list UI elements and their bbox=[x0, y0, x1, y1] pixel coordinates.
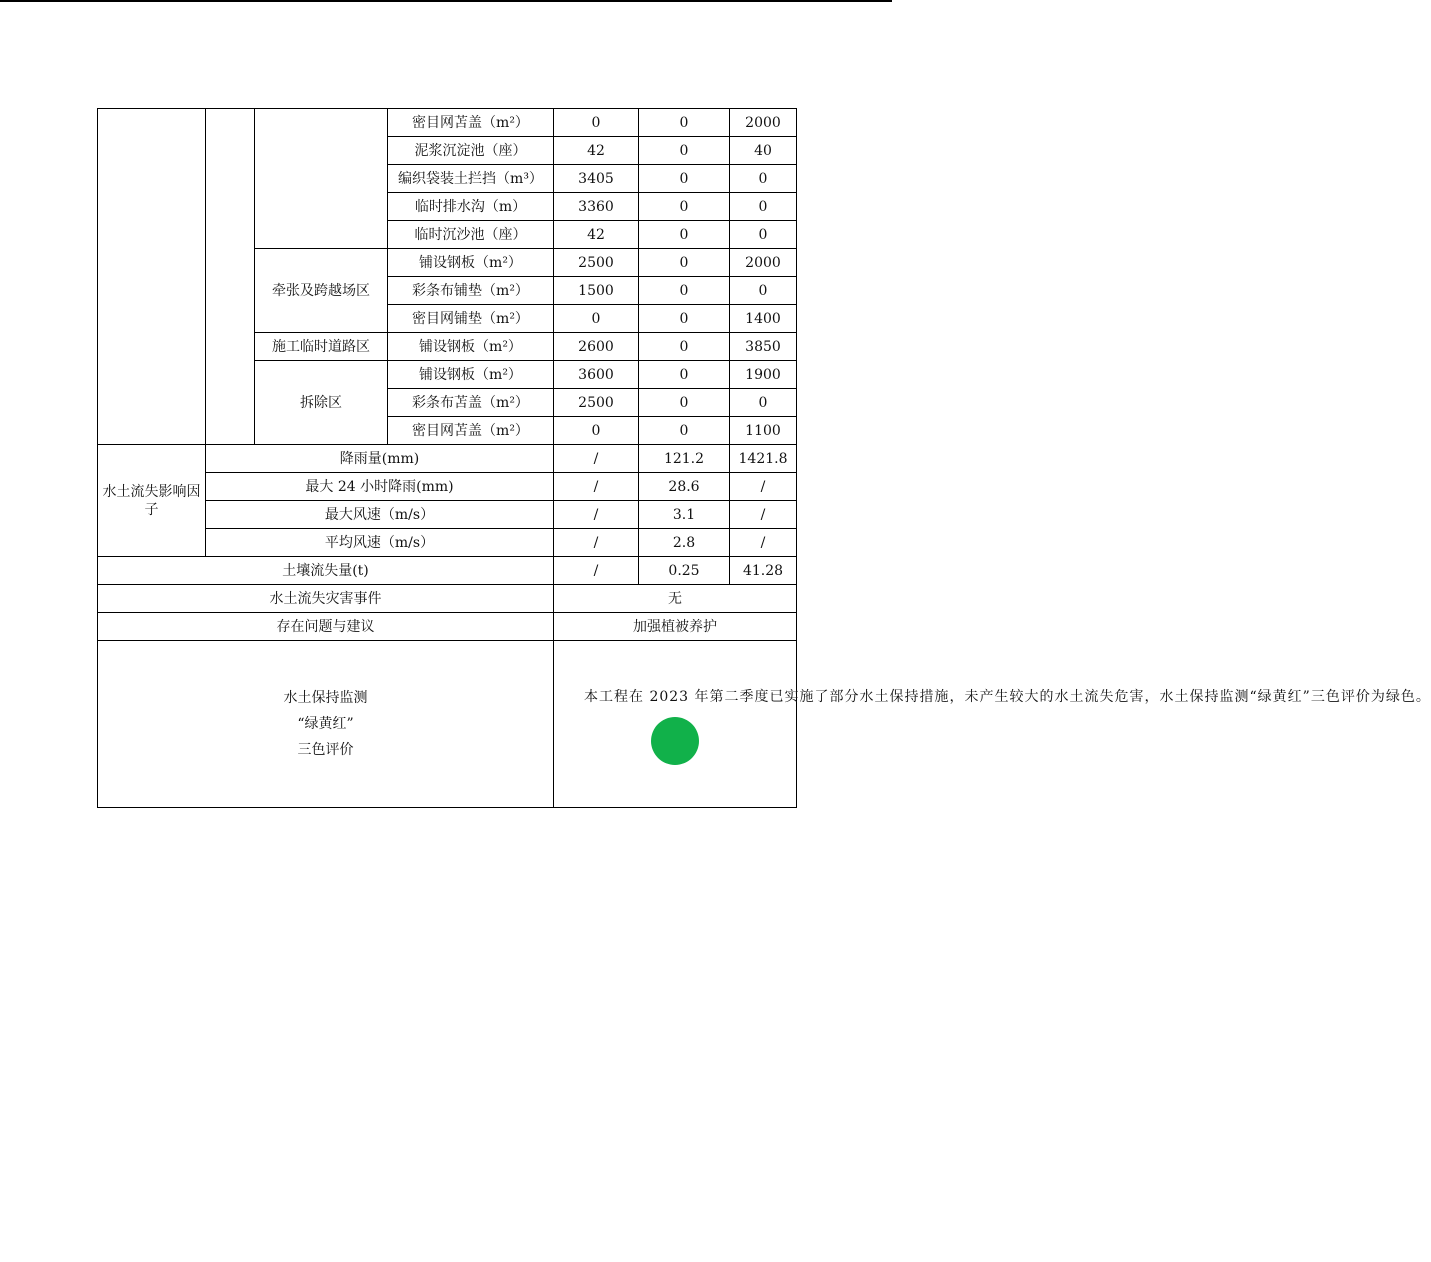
measure-value: 0 bbox=[639, 109, 730, 137]
soil-loss-value: 41.28 bbox=[730, 557, 797, 585]
measure-name: 泥浆沉淀池（座） bbox=[388, 137, 554, 165]
evaluation-label-line: 水土保持监测 bbox=[283, 690, 368, 706]
factor-value: / bbox=[554, 445, 639, 473]
measure-value: 1500 bbox=[554, 277, 639, 305]
measure-value: 3405 bbox=[554, 165, 639, 193]
blank-subcategory-cell bbox=[206, 109, 255, 445]
measure-name: 密目网苫盖（m²） bbox=[388, 109, 554, 137]
measure-value: 2500 bbox=[554, 249, 639, 277]
measure-value: 0 bbox=[639, 249, 730, 277]
measure-value: 3360 bbox=[554, 193, 639, 221]
measure-value: 2000 bbox=[730, 249, 797, 277]
factor-name: 降雨量(mm) bbox=[206, 445, 554, 473]
measure-name: 铺设钢板（m²） bbox=[388, 361, 554, 389]
measure-value: 0 bbox=[730, 277, 797, 305]
blank-category-cell bbox=[98, 109, 206, 445]
measure-name: 临时排水沟（m） bbox=[388, 193, 554, 221]
table-row bbox=[98, 585, 797, 613]
measure-name: 密目网铺垫（m²） bbox=[388, 305, 554, 333]
evaluation-conclusion-cell bbox=[554, 641, 1431, 808]
green-rating-indicator bbox=[651, 717, 699, 765]
factor-value: 28.6 bbox=[639, 473, 730, 501]
measure-value: 42 bbox=[554, 137, 639, 165]
measure-value: 0 bbox=[639, 137, 730, 165]
measure-name: 彩条布铺垫（m²） bbox=[388, 277, 554, 305]
measure-value: 0 bbox=[639, 417, 730, 445]
measure-name: 铺设钢板（m²） bbox=[388, 333, 554, 361]
measure-value: 0 bbox=[639, 389, 730, 417]
page-top-border bbox=[0, 0, 892, 2]
measure-name: 编织袋装土拦挡（m³） bbox=[388, 165, 554, 193]
evaluation-label bbox=[98, 641, 554, 808]
blank-zone-cell bbox=[255, 109, 388, 249]
measure-value: 0 bbox=[730, 221, 797, 249]
zone-temp-road: 施工临时道路区 bbox=[255, 333, 388, 361]
factor-name: 最大 24 小时降雨(mm) bbox=[206, 473, 554, 501]
factor-value: 121.2 bbox=[639, 445, 730, 473]
measure-name: 彩条布苫盖（m²） bbox=[388, 389, 554, 417]
measure-name: 临时沉沙池（座） bbox=[388, 221, 554, 249]
measure-value: 3600 bbox=[554, 361, 639, 389]
measure-value: 0 bbox=[639, 193, 730, 221]
measure-value: 0 bbox=[730, 165, 797, 193]
factor-value: / bbox=[554, 501, 639, 529]
evaluation-conclusion: 本工程在 2023 年第二季度已实施了部分水土保持措施，未产生较大的水土流失危害，水土保持监测“绿黄红”三色评价为绿色。 bbox=[584, 688, 1431, 705]
evaluation-label-line: 三色评价 bbox=[297, 742, 354, 758]
measure-value: 40 bbox=[730, 137, 797, 165]
measure-value: 0 bbox=[639, 165, 730, 193]
factor-value: / bbox=[554, 473, 639, 501]
measure-value: 0 bbox=[730, 389, 797, 417]
measure-value: 0 bbox=[730, 193, 797, 221]
soil-loss-label: 土壤流失量(t) bbox=[98, 557, 554, 585]
measure-value: 1100 bbox=[730, 417, 797, 445]
measure-value: 3850 bbox=[730, 333, 797, 361]
soil-loss-value: 0.25 bbox=[639, 557, 730, 585]
factor-name: 最大风速（m/s） bbox=[206, 501, 554, 529]
measure-value: 2500 bbox=[554, 389, 639, 417]
factor-value: / bbox=[730, 529, 797, 557]
factor-name: 平均风速（m/s） bbox=[206, 529, 554, 557]
issues-label: 存在问题与建议 bbox=[98, 613, 554, 641]
measure-name: 密目网苫盖（m²） bbox=[388, 417, 554, 445]
table-row bbox=[98, 613, 797, 641]
factor-value: 1421.8 bbox=[730, 445, 797, 473]
measure-value: 2600 bbox=[554, 333, 639, 361]
table-row bbox=[98, 641, 797, 808]
zone-tension-crossing: 牵张及跨越场区 bbox=[255, 249, 388, 333]
measure-value: 0 bbox=[639, 333, 730, 361]
measure-value: 0 bbox=[639, 221, 730, 249]
measure-name: 铺设钢板（m²） bbox=[388, 249, 554, 277]
table-row bbox=[98, 557, 797, 585]
table-row bbox=[98, 445, 797, 473]
factors-label: 水土流失影响因子 bbox=[98, 445, 206, 557]
factor-value: 3.1 bbox=[639, 501, 730, 529]
measure-value: 0 bbox=[639, 361, 730, 389]
measure-value: 1900 bbox=[730, 361, 797, 389]
evaluation-label-line: “绿黄红” bbox=[297, 716, 354, 732]
factor-value: 2.8 bbox=[639, 529, 730, 557]
measure-value: 1400 bbox=[730, 305, 797, 333]
measure-value: 2000 bbox=[730, 109, 797, 137]
disaster-label: 水土流失灾害事件 bbox=[98, 585, 554, 613]
measure-value: 0 bbox=[554, 417, 639, 445]
factor-value: / bbox=[554, 529, 639, 557]
measure-value: 42 bbox=[554, 221, 639, 249]
measure-value: 0 bbox=[554, 305, 639, 333]
measure-value: 0 bbox=[639, 277, 730, 305]
factor-value: / bbox=[730, 473, 797, 501]
monitoring-report-table bbox=[97, 108, 1431, 808]
soil-loss-value: / bbox=[554, 557, 639, 585]
disaster-value: 无 bbox=[554, 585, 797, 613]
table-row bbox=[98, 109, 797, 137]
factor-value: / bbox=[730, 501, 797, 529]
zone-demolition: 拆除区 bbox=[255, 361, 388, 445]
measure-value: 0 bbox=[639, 305, 730, 333]
measure-value: 0 bbox=[554, 109, 639, 137]
issues-value: 加强植被养护 bbox=[554, 613, 797, 641]
